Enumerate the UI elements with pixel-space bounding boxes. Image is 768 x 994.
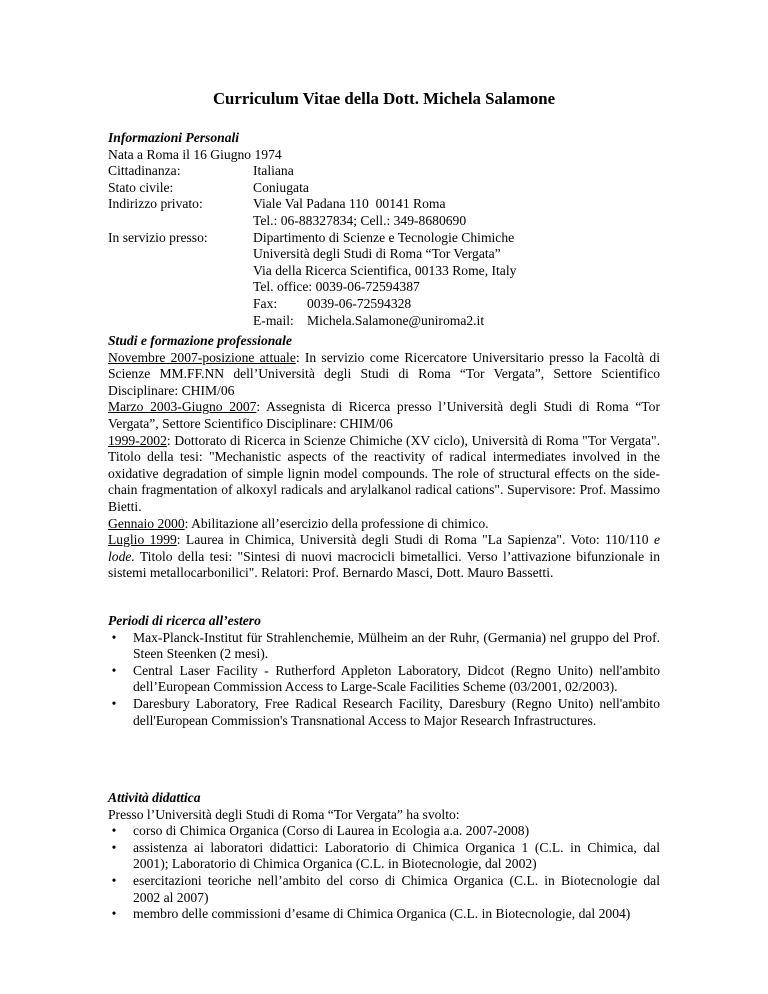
teaching-list [108,823,660,923]
department-name: Dipartimento di Scienze e Tecnologie Chimiche [253,229,515,245]
entry-date: Marzo 2003-Giugno 2007 [108,399,257,415]
university-street: Via della Ricerca Scientifica, 00133 Rome, Italy [253,262,517,278]
studies-entry [108,516,660,533]
address-row [108,196,660,213]
list-item [108,696,660,729]
abroad-item-text: Daresbury Laboratory, Free Radical Research Facility, Daresbury (Regno Unito) nell'ambito dell'European Commission's Transnational Access to Major Research Infrastructures. [133,695,660,728]
bullet-icon: • [111,872,117,888]
bullet-icon: • [111,906,117,922]
studies-entry [108,532,660,582]
section-heading-abroad: Periodi di ricerca all’estero [108,613,261,628]
list-item [108,823,660,840]
civil-status-row [108,180,660,197]
teaching-intro: Presso l’Università degli Studi di Roma “Tor Vergata” ha svolto: [108,806,460,822]
bullet-icon: • [111,695,117,711]
abroad-list [108,630,660,730]
fax-row [108,296,660,313]
office-phone: Tel. office: 0039-06-72594387 [253,279,420,295]
list-item [108,873,660,906]
fax-label: Fax: [253,295,278,311]
studies-entry [108,433,660,516]
address-label: Indirizzo privato: [108,196,203,212]
entry-date: Novembre 2007-posizione attuale [108,349,296,365]
phone-numbers: Tel.: 06-88327834; Cell.: 349-8680690 [253,212,467,228]
abroad-item-text: Central Laser Facility - Rutherford Appleton Laboratory, Didcot (Regno Unito) nell'ambito dell’European Commission Access to Large-Scale Facilities Scheme (03/2001, 02/2003). [133,662,660,695]
civil-status-label: Stato civile: [108,179,174,195]
citizenship-value: Italiana [253,163,294,179]
section-heading-studies: Studi e formazione professionale [108,333,292,348]
citizenship-row [108,163,660,180]
list-item [108,663,660,696]
email-row [108,313,660,330]
service-label: In servizio presso: [108,229,208,245]
studies-entry [108,350,660,400]
entry-text: : In servizio come Ricercatore Universitario presso la Facoltà di Scienze MM.FF.NN dell’Università degli Studi di Roma “Tor Vergata”, Settore Scientifico Disciplinare: CHIM/06 [108,349,660,398]
section-heading-personal: Informazioni Personali [108,130,240,145]
section-heading-teaching: Attività didattica [108,790,201,805]
service-row [108,230,660,247]
personal-info-section [108,130,660,329]
address-value: Viale Val Padana 110 00141 Roma [253,196,446,212]
list-item [108,906,660,923]
entry-text: : Assegnista di Ricerca presso l’Università degli Studi di Roma “Tor Vergata”, Settore Scientifico Disciplinare: CHIM/06 [108,399,660,431]
bullet-icon: • [111,823,117,839]
teaching-item-text: assistenza ai laboratori didattici: Laboratorio di Chimica Organica 1 (C.L. in Chimica, dal 2001); Laboratorio di Chimica Organica (C.L. in Biotecnologie, dal 2002) [133,839,660,872]
honors-text: e lode. [108,532,660,564]
citizenship-label: Cittadinanza: [108,163,181,179]
studies-entry [108,399,660,432]
list-item [108,840,660,873]
entry-date: 1999-2002 [108,432,167,448]
teaching-section [108,790,660,923]
fax-value: 0039-06-72594328 [307,295,412,311]
bullet-icon: • [111,839,117,855]
abroad-item-text: Max-Planck-Institut für Strahlenchemie, Mülheim an der Ruhr, (Germania) nel gruppo del Prof. Steen Steenken (2 mesi). [133,629,660,662]
bullet-icon: • [111,629,117,645]
list-item [108,630,660,663]
entry-text: Titolo della tesi: "Sintesi di nuovi macrocicli bimetallici. Verso l’attivazione bifunzionale in sistemi metallocarbonilici". Relatori: Prof. Bernardo Masci, Dott. Mauro Bassetti. [108,548,660,581]
entry-text: : Abilitazione all’esercizio della professione di chimico. [184,515,489,531]
entry-date: Gennaio 2000 [108,515,185,531]
bullet-icon: • [111,662,117,678]
document-title: Curriculum Vitae della Dott. Michela Salamone [212,89,556,108]
email-label: E-mail: [253,312,294,328]
entry-text: : Laurea in Chimica, Università degli Studi di Roma "La Sapienza". Voto: 110/110 [176,532,654,548]
email-value: Michela.Salamone@uniroma2.it [307,312,485,328]
teaching-item-text: membro delle commissioni d’esame di Chimica Organica (C.L. in Biotecnologie, dal 2004) [133,906,631,922]
abroad-section [108,613,660,729]
birth-info: Nata a Roma il 16 Giugno 1974 [108,146,282,162]
teaching-item-text: corso di Chimica Organica (Corso di Laurea in Ecologia a.a. 2007-2008) [133,823,530,839]
university-name: Università degli Studi di Roma “Tor Vergata” [253,246,501,262]
entry-date: Luglio 1999 [108,532,177,548]
entry-text: : Dottorato di Ricerca in Scienze Chimiche (XV ciclo), Università di Roma "Tor Vergata". Titolo della tesi: "Mechanistic aspects of the reactivity of radical intermediates involved in the oxidative degradation of simple lignin model compounds. The role of structural effects on the side-chain fragmentation of alkoxyl radicals and arylalkanol radical cations". Supervisore: Prof. Massimo Bietti. [108,432,660,514]
teaching-item-text: esercitazioni teoriche nell’ambito del corso di Chimica Organica (C.L. in Biotecnologie dal 2002 al 2007) [133,872,660,905]
civil-status-value: Coniugata [253,179,309,195]
studies-section [108,333,660,582]
